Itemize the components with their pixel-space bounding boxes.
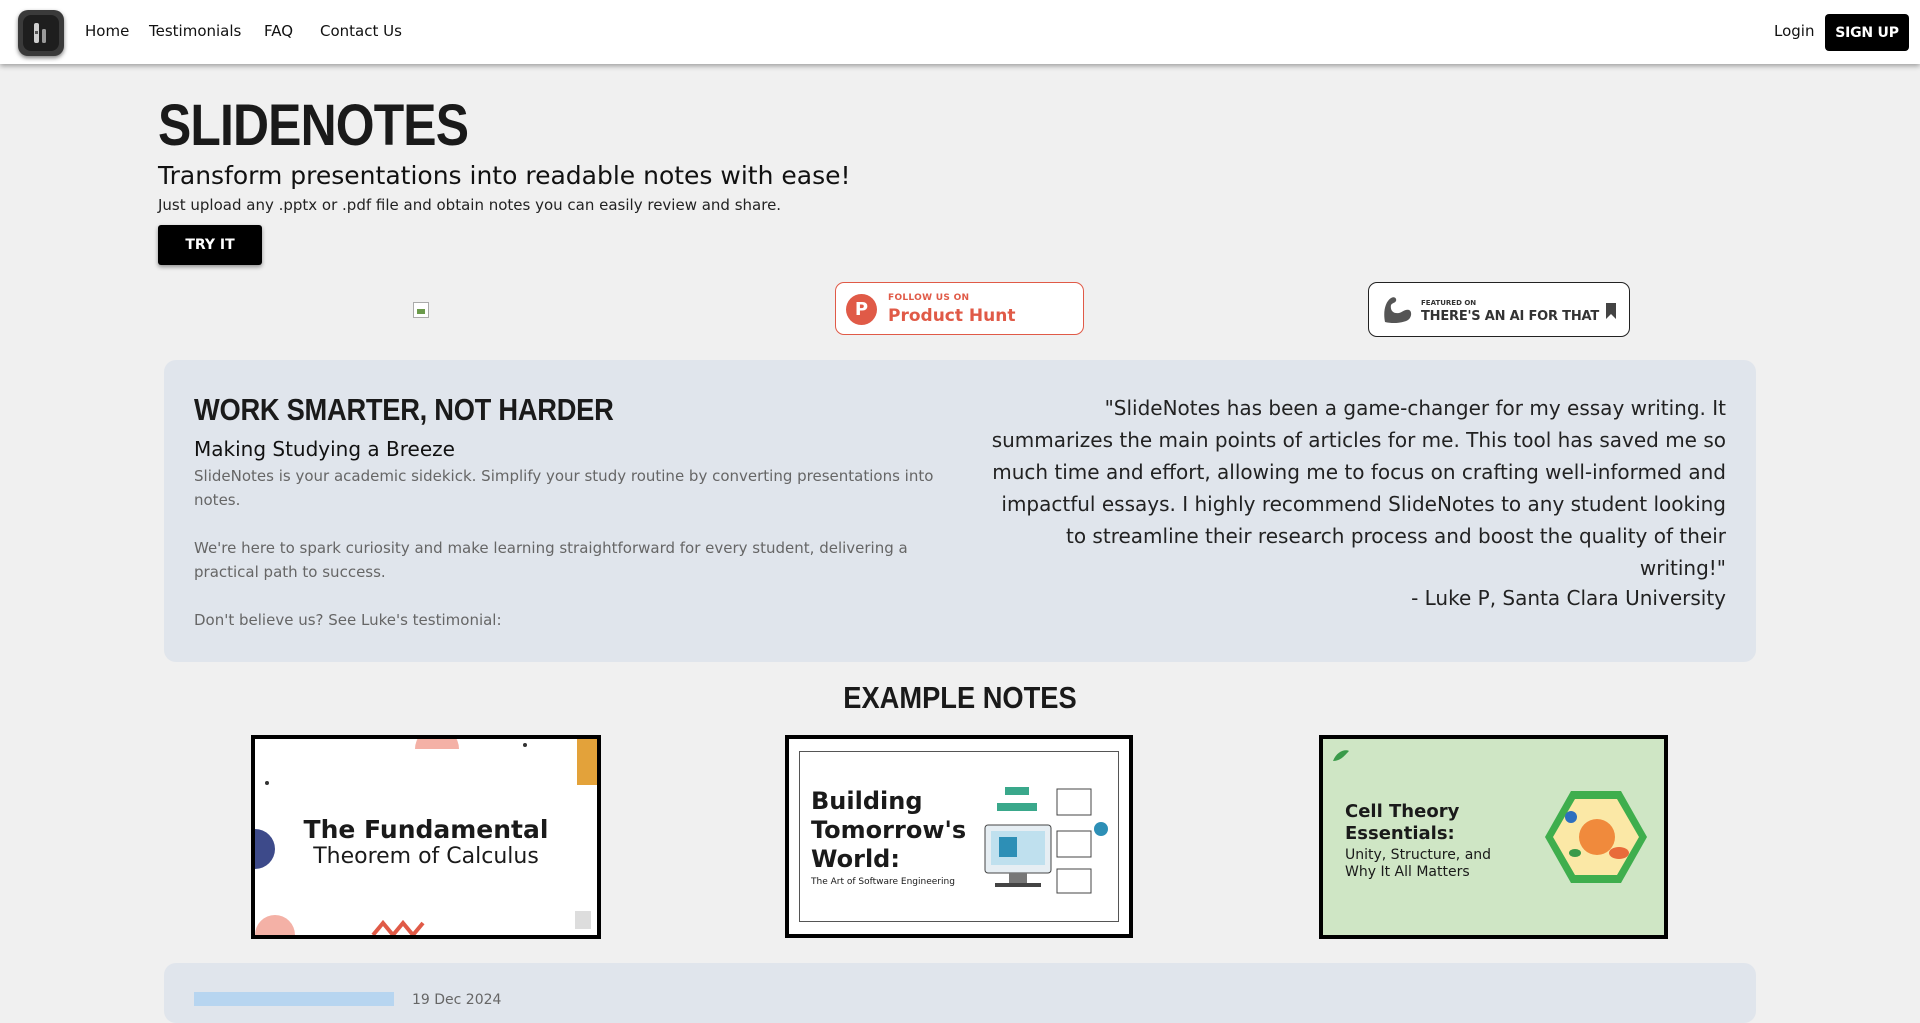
brand-title: SLIDENOTES bbox=[158, 93, 469, 158]
product-hunt-caption: FOLLOW US ON bbox=[888, 293, 970, 303]
bookmark-icon bbox=[1605, 302, 1617, 320]
aift-flex-icon bbox=[1379, 292, 1415, 328]
top-nav bbox=[0, 0, 1920, 64]
nav-contact-us[interactable]: Contact Us bbox=[320, 22, 402, 40]
aift-caption: FEATURED ON bbox=[1421, 299, 1477, 307]
features-title: WORK SMARTER, NOT HARDER bbox=[194, 392, 614, 427]
card-subtitle: Unity, Structure, and Why It All Matters bbox=[1345, 847, 1492, 880]
aift-badge[interactable] bbox=[1368, 282, 1630, 337]
features-subtitle: Making Studying a Breeze bbox=[194, 437, 455, 461]
testimonial-author: - Luke P, Santa Clara University bbox=[1411, 586, 1726, 610]
example-card-cell-theory[interactable] bbox=[1319, 735, 1668, 939]
aift-label: THERE'S AN AI FOR THAT bbox=[1421, 309, 1600, 324]
example-card-software[interactable] bbox=[785, 735, 1133, 938]
card-title: Building Tomorrow's World: bbox=[811, 787, 967, 873]
card-title: The Fundamental bbox=[303, 815, 549, 844]
leaf-icon bbox=[1331, 747, 1351, 767]
blog-panel bbox=[164, 963, 1756, 1023]
card-subtitle: Theorem of Calculus bbox=[313, 844, 539, 869]
example-card-calculus[interactable] bbox=[251, 735, 601, 939]
example-notes-title: EXAMPLE NOTES bbox=[843, 680, 1077, 715]
features-paragraph-2: We're here to spark curiosity and make learning straightforward for every student, delivering a practical path to success. bbox=[194, 539, 908, 581]
cell-illustration-icon bbox=[1541, 787, 1651, 887]
product-hunt-icon: P bbox=[846, 294, 877, 325]
post-date: 19 Dec 2024 bbox=[412, 992, 502, 1008]
card-title: Cell Theory Essentials: bbox=[1345, 801, 1460, 844]
hero-description: Just upload any .pptx or .pdf file and obtain notes you can easily review and share. bbox=[158, 196, 782, 214]
try-it-button[interactable]: TRY IT bbox=[158, 225, 262, 265]
app-logo[interactable] bbox=[18, 10, 64, 56]
card-subtitle: The Art of Software Engineering bbox=[811, 877, 955, 887]
testimonial-quote: "SlideNotes has been a game-changer for my essay writing. It summarizes the main points of articles for me. This tool has saved me so much time and effort, allowing me to focus on crafting well-informed and impactful essays. I highly recommend SlideNotes to any student looking to streamline their research process and boost the quality of their writing!" bbox=[991, 396, 1726, 580]
features-paragraph-3: Don't believe us? See Luke's testimonial: bbox=[194, 611, 502, 629]
category-tag bbox=[194, 992, 394, 1006]
nav-home[interactable]: Home bbox=[85, 22, 130, 40]
logo-icon bbox=[23, 15, 59, 51]
product-hunt-badge[interactable] bbox=[835, 282, 1084, 335]
hero-subtitle: Transform presentations into readable notes with ease! bbox=[158, 161, 851, 190]
product-hunt-label: Product Hunt bbox=[888, 306, 1016, 326]
broken-image-icon[interactable] bbox=[413, 302, 429, 318]
nav-testimonials[interactable]: Testimonials bbox=[149, 22, 242, 40]
computer-illustration-icon bbox=[979, 781, 1119, 901]
features-paragraph-1: SlideNotes is your academic sidekick. Simplify your study routine by converting presentations into notes. bbox=[194, 467, 934, 509]
login-link[interactable]: Login bbox=[1774, 22, 1815, 40]
signup-button[interactable]: SIGN UP bbox=[1825, 14, 1909, 51]
nav-faq[interactable]: FAQ bbox=[264, 22, 294, 40]
